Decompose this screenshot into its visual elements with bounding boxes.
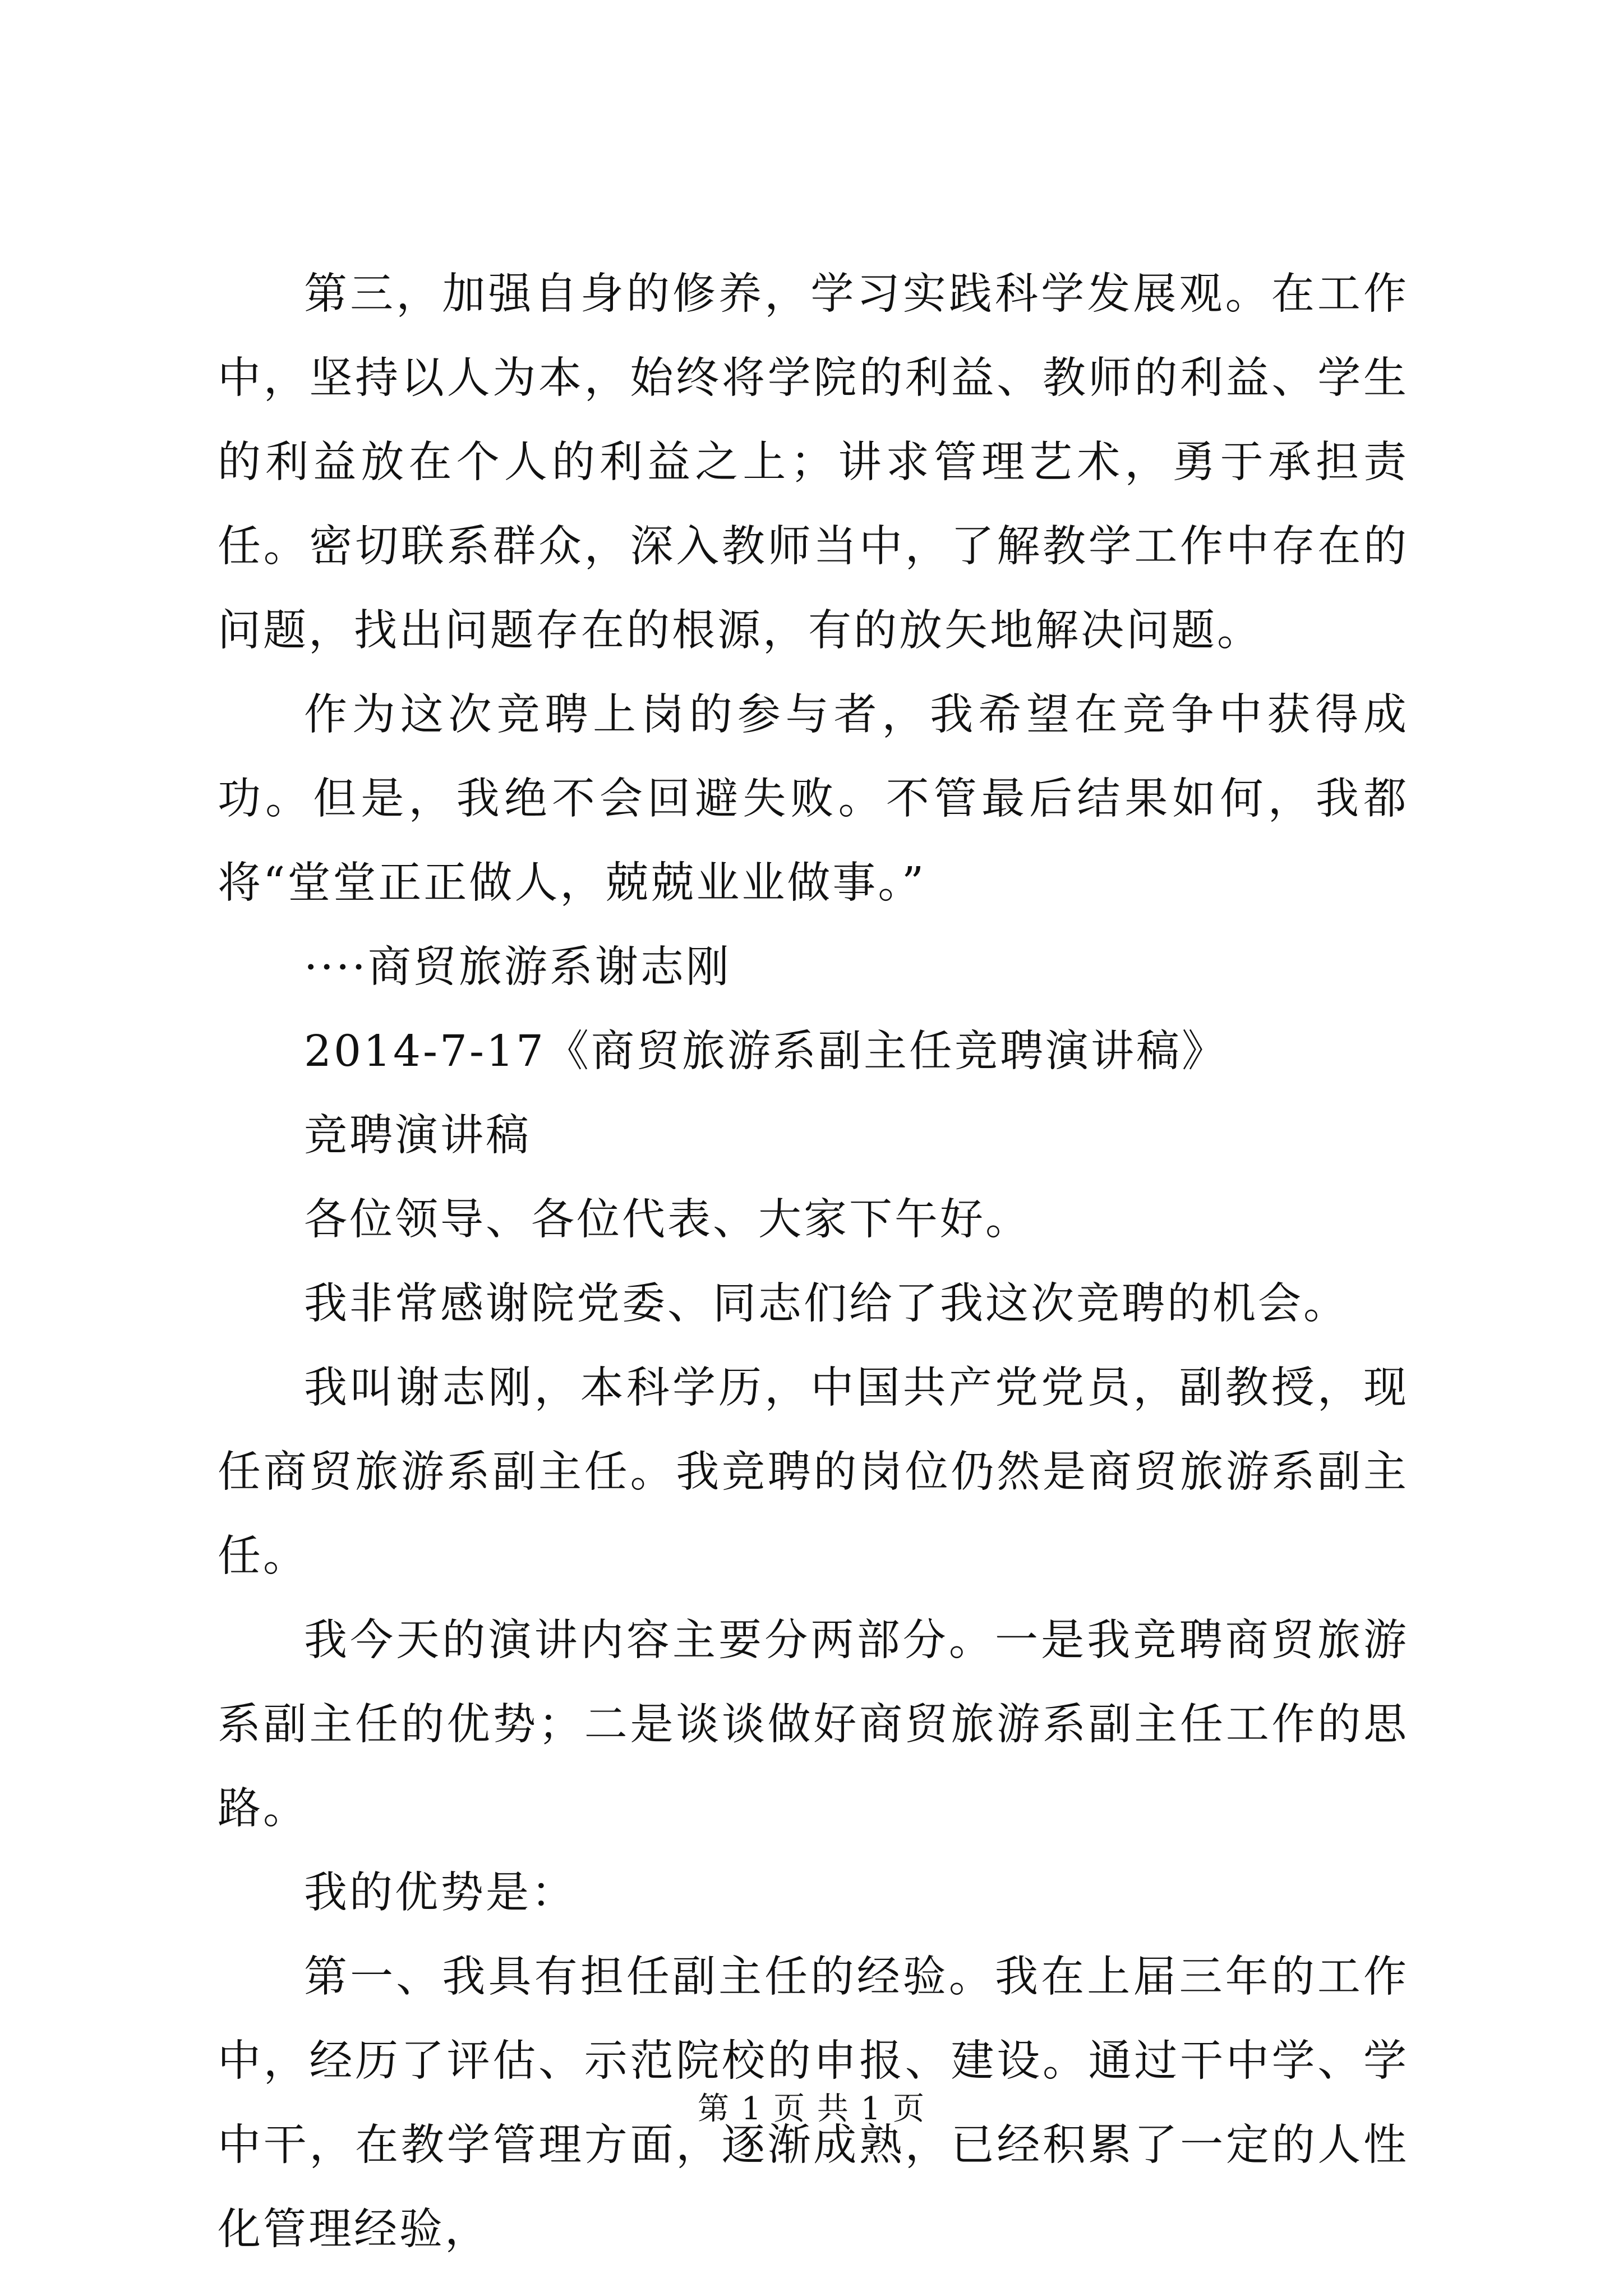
paragraph-thanks: 我非常感谢院党委、同志们给了我这次竞聘的机会。 <box>304 1279 1349 1329</box>
paragraph-advantages-heading: 我的优势是： <box>304 1868 577 1918</box>
paragraph-speech-outline: 我今天的演讲内容主要分两部分。一是我竞聘商贸旅游系副主任的优势；二是谈谈做好商贸旅游系副主任工作的思路。 <box>218 1616 1409 1834</box>
paragraph-signature: ····商贸旅游系谢志刚 <box>304 942 731 992</box>
paragraph-self-introduction: 我叫谢志刚，本科学历，中国共产党党员，副教授，现任商贸旅游系副主任。我竞聘的岗位仍然是商贸旅游系副主任。 <box>218 1363 1409 1581</box>
page-footer: 第 1 页 共 1 页 <box>697 2091 926 2127</box>
paragraph-greeting: 各位领导、各位代表、大家下午好。 <box>304 1195 1031 1245</box>
paragraph-self-cultivation: 第三，加强自身的修养，学习实践科学发展观。在工作中，坚持以人为本，始终将学院的利益、教师的利益、学生的利益放在个人的利益之上；讲求管理艺术，勇于承担责任。密切联系群众，深入教师当中，了解教学工作中存在的问题，找出问题存在的根源，有的放矢地解决问题。 <box>218 269 1409 656</box>
paragraph-date-title: 2014-7-17《商贸旅游系副主任竞聘演讲稿》 <box>304 1027 1227 1076</box>
paragraph-competition-attitude: 作为这次竞聘上岗的参与者，我希望在竞争中获得成功。但是，我绝不会回避失败。不管最后结果如何，我都将“堂堂正正做人，兢兢业业做事。” <box>218 690 1409 908</box>
document-body <box>218 252 1409 2272</box>
paragraph-speech-heading: 竞聘演讲稿 <box>304 1111 531 1161</box>
paragraph-first-advantage: 第一、我具有担任副主任的经验。我在上届三年的工作中，经历了评估、示范院校的申报、建设。通过干中学、学中干，在教学管理方面，逐渐成熟，已经积累了一定的人性化管理经验， <box>218 1952 1409 2254</box>
